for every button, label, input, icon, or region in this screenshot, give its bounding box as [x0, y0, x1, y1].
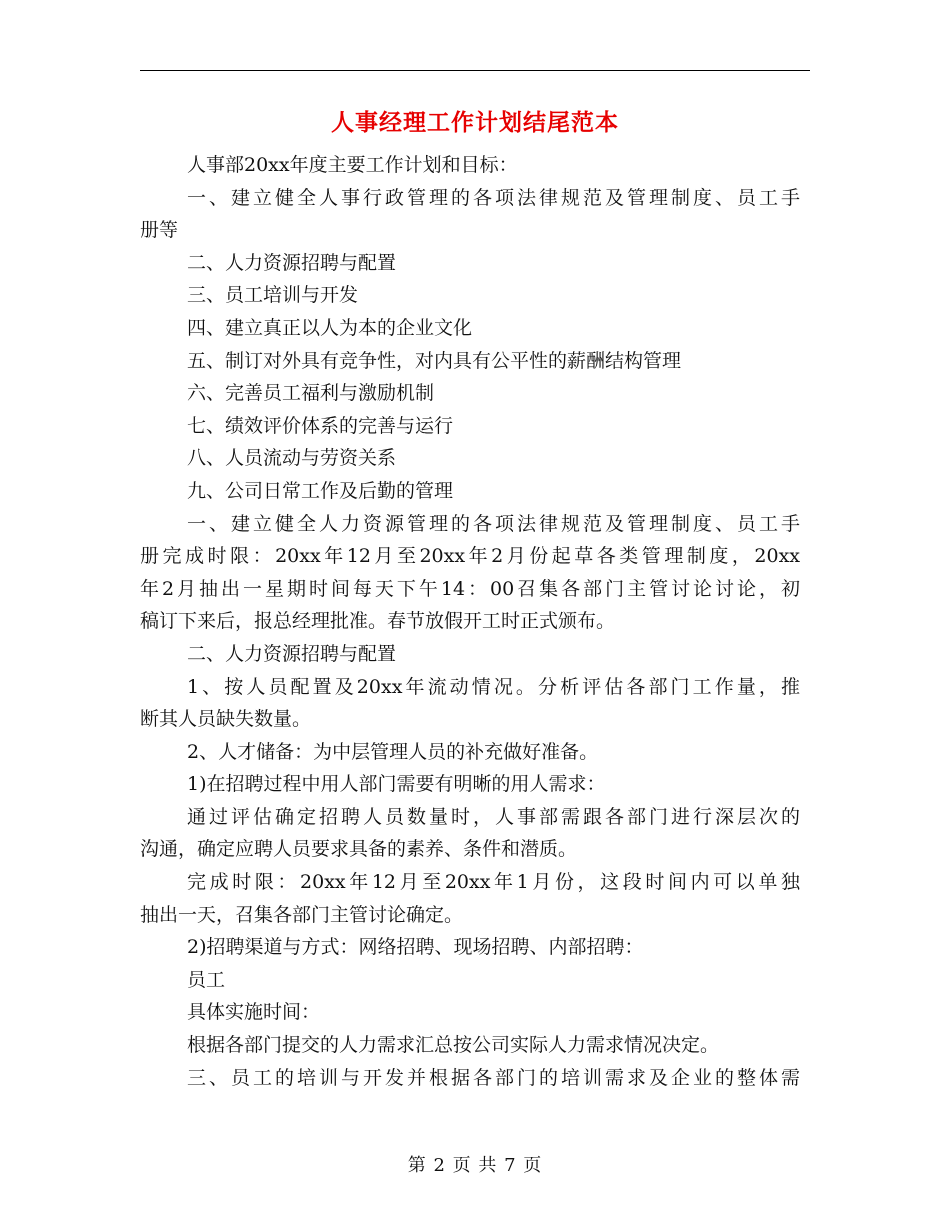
body-line: 册完成时限：20xx年12月至20xx年2月份起草各类管理制度，20xx	[140, 545, 800, 568]
body-line: 年2月抽出一星期时间每天下午14：00召集各部门主管讨论讨论，初	[140, 577, 800, 600]
body-line: 一、建立健全人力资源管理的各项法律规范及管理制度、员工手	[187, 512, 800, 535]
body-line: 四、建立真正以人为本的企业文化	[187, 316, 473, 339]
body-line: 六、完善员工福利与激励机制	[187, 382, 435, 405]
body-line: 完成时限：20xx年12月至20xx年1月份，这段时间内可以单独	[187, 871, 800, 894]
body-line: 二、人力资源招聘与配置	[187, 251, 397, 274]
body-line: 九、公司日常工作及后勤的管理	[187, 479, 454, 502]
body-line: 1、按人员配置及20xx年流动情况。分析评估各部门工作量，推	[187, 675, 800, 698]
body-line: 2)招聘渠道与方式：网络招聘、现场招聘、内部招聘：	[187, 936, 644, 959]
body-line: 1)在招聘过程中用人部门需要有明晰的用人需求：	[187, 773, 606, 796]
body-line: 沟通，确定应聘人员要求具备的素养、条件和潜质。	[140, 838, 578, 861]
body-line: 册等	[140, 219, 179, 242]
body-line: 三、员工的培训与开发并根据各部门的培训需求及企业的整体需	[187, 1066, 800, 1089]
body-line: 员工	[187, 968, 226, 991]
body-line: 三、员工培训与开发	[187, 284, 359, 307]
body-line: 二、人力资源招聘与配置	[187, 642, 397, 665]
body-line: 通过评估确定招聘人员数量时，人事部需跟各部门进行深层次的	[187, 805, 800, 828]
body-line: 2、人才储备：为中层管理人员的补充做好准备。	[187, 740, 599, 763]
document-body	[140, 149, 800, 1094]
body-line: 断其人员缺失数量。	[140, 708, 312, 731]
body-line: 七、绩效评价体系的完善与运行	[187, 414, 454, 437]
body-line: 根据各部门提交的人力需求汇总按公司实际人力需求情况决定。	[187, 1034, 720, 1057]
body-line: 具体实施时间：	[187, 1001, 321, 1024]
body-line: 人事部20xx年度主要工作计划和目标：	[187, 154, 518, 176]
body-line: 一、建立健全人事行政管理的各项法律规范及管理制度、员工手	[187, 186, 800, 209]
document-title: 人事经理工作计划结尾范本	[331, 109, 619, 136]
body-line: 抽出一天，召集各部门主管讨论确定。	[140, 903, 464, 926]
body-line: 稿订下来后，报总经理批准。春节放假开工时正式颁布。	[140, 610, 616, 633]
body-line: 五、制订对外具有竞争性，对内具有公平性的薪酬结构管理	[187, 349, 682, 372]
page-number: 第 2 页 共 7 页	[407, 1155, 543, 1176]
header-rule	[140, 70, 810, 71]
body-line: 八、人员流动与劳资关系	[187, 447, 397, 470]
